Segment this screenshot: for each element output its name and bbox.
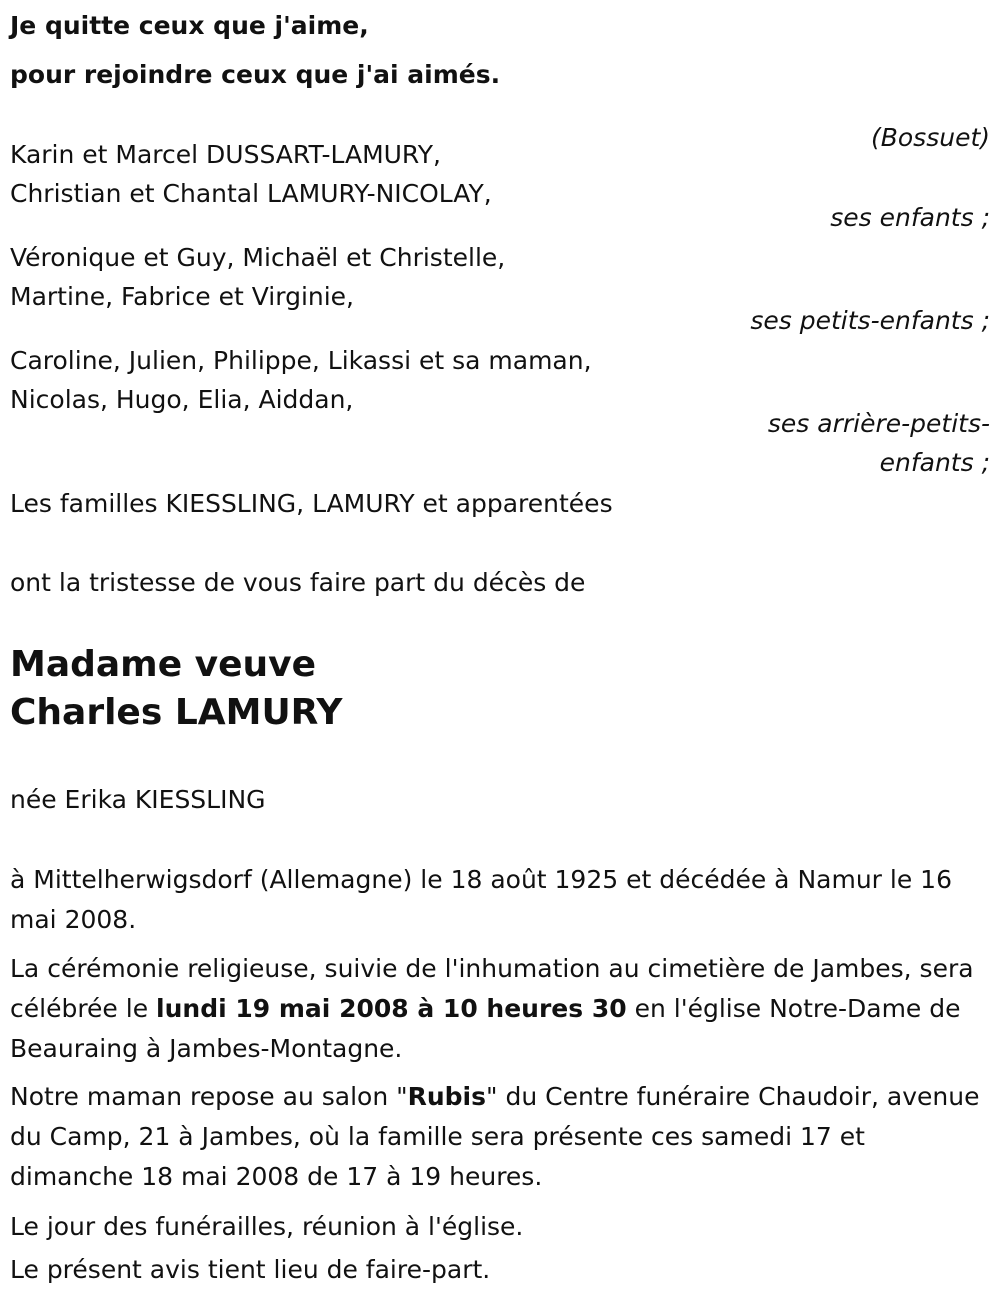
quote-line-1: Je quitte ceux que j'aime,	[10, 11, 369, 40]
children-label: ses enfants ;	[830, 203, 990, 232]
grandchildren-label: ses petits-enfants ;	[750, 306, 990, 335]
families-line: Les familles KIESSLING, LAMURY et apparentées	[10, 489, 613, 518]
great-grandchildren-line-1: Caroline, Julien, Philippe, Likassi et sa maman,	[10, 346, 592, 375]
ceremony-date: lundi 19 mai 2008 à 10 heures 30	[156, 994, 627, 1023]
birth-death-paragraph: à Mittelherwigsdorf (Allemagne) le 18 août 1925 et décédée à Namur le 16 mai 2008.	[10, 865, 952, 934]
quote-author: (Bossuet)	[870, 123, 990, 152]
salon-name: Rubis	[407, 1082, 487, 1111]
quote-line-2: pour rejoindre ceux que j'ai aimés.	[10, 60, 501, 89]
rest-paragraph	[10, 1077, 995, 1197]
ceremony-text-after: en l'église Notre-Dame de Beauraing à Jambes-Montagne.	[10, 994, 961, 1063]
children-line-2: Christian et Chantal LAMURY-NICOLAY,	[10, 179, 492, 208]
meeting-line: Le jour des funérailles, réunion à l'église.	[10, 1212, 524, 1241]
ceremony-paragraph	[10, 949, 995, 1069]
grandchildren-line-2: Martine, Fabrice et Virginie,	[10, 282, 355, 311]
deceased-name-line-2: Charles LAMURY	[10, 692, 343, 733]
announcement-line: ont la tristesse de vous faire part du décès de	[10, 568, 586, 597]
rest-text-after: " du Centre funéraire Chaudoir, avenue du Camp, 21 à Jambes, où la famille sera présente ces samedi 17 et dimanche 18 mai 2008 de 17 à 19 heures.	[10, 1082, 980, 1191]
maiden-name: née Erika KIESSLING	[10, 785, 266, 814]
rest-text-before: Notre maman repose au salon "	[10, 1082, 408, 1111]
grandchildren-line-1: Véronique et Guy, Michaël et Christelle,	[10, 243, 506, 272]
deceased-name-line-1: Madame veuve	[10, 644, 317, 685]
ceremony-text-before: La cérémonie religieuse, suivie de l'inhumation au cimetière de Jambes, sera célébrée le	[10, 954, 974, 1023]
great-grandchildren-line-2: Nicolas, Hugo, Elia, Aiddan,	[10, 385, 354, 414]
great-grandchildren-label-2: enfants ;	[879, 448, 990, 477]
notice-line: Le présent avis tient lieu de faire-part.	[10, 1255, 491, 1284]
children-line-1: Karin et Marcel DUSSART-LAMURY,	[10, 140, 441, 169]
great-grandchildren-label-1: ses arrière-petits-	[767, 409, 990, 438]
